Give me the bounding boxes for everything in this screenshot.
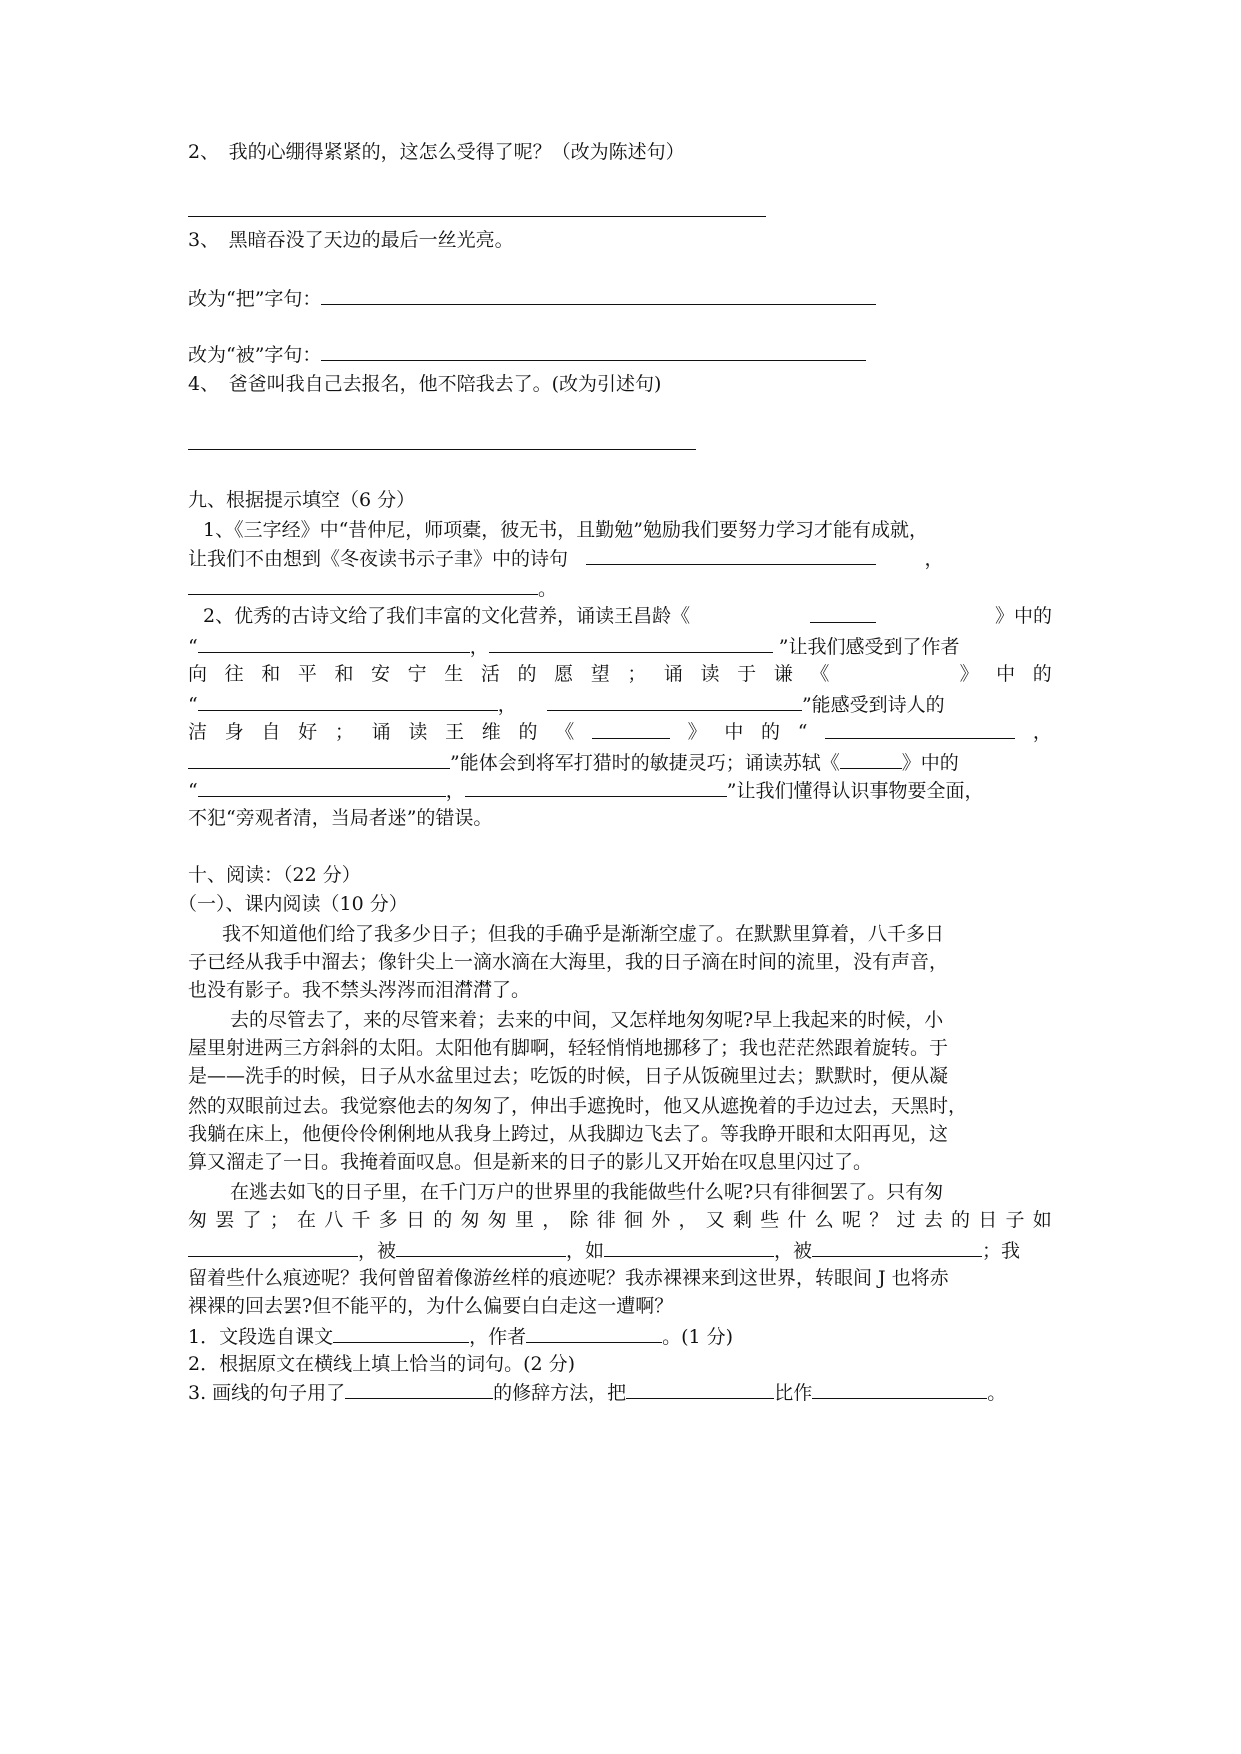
poem-blank[interactable] [198,778,446,797]
answer-line[interactable] [188,216,766,217]
poem-blank[interactable] [188,576,538,595]
section-10-subtitle: （一）、课内阅读（10 分） [178,893,408,915]
reading-question-3: 3. 画线的句子用了 的修辞方法，把 比作 。 [188,1382,1007,1404]
poem-blank[interactable] [586,546,876,565]
poem-blank[interactable] [198,634,470,653]
p2-line3: 是——洗手的时候，日子从水盆里过去；吃饭的时候，日子从饭碗里过去；默默时，便从凝 [188,1065,949,1087]
s9-item2-line4: “ ， ”能感受到诗人的 [188,694,945,716]
poem-title-blank[interactable] [810,604,876,623]
poem-blank[interactable] [489,634,773,653]
p3-line2: 匆 罢 了 ； 在 八 千 多 日 的 匆 匆 里 ， 除 徘 徊 外 ， 又 剩 些 什 么 呢 ？ 过 去 的 日 子 如 [188,1209,1052,1231]
bei-sentence-row [188,342,866,367]
p1-line1: 我不知道他们给了我多少日子；但我的手确乎是渐渐空虚了。在默默里算着，八千多日 [222,923,945,945]
section-10-title: 十、阅读：（22 分） [188,864,361,886]
reading-question-2: 2．根据原文在横线上填上恰当的词句。(2 分) [188,1353,576,1375]
s9-item2-line1: 2、优秀的古诗文给了我们丰富的文化营养，诵读王昌龄《 》中的 [203,605,1052,627]
poem-title-blank[interactable] [840,750,902,769]
answer-line[interactable] [188,449,696,450]
poem-title-blank-space[interactable] [847,662,942,686]
question-4: 4、 爸爸叫我自己去报名，他不陪我去了。(改为引述句) [188,373,662,395]
s9-item2-line5: 洁 身 自 好 ； 诵 读 王 维 的 《 》 中 的 “ ， [188,721,1052,743]
section-9-title: 九、根据提示填空（6 分） [188,489,416,511]
metaphor-blank[interactable] [812,1380,987,1399]
subject-blank[interactable] [626,1380,774,1399]
p2-line2: 屋里射进两三方斜斜的太阳。太阳他有脚啊，轻轻悄悄地挪移了；我也茫茫然跟着旋转。于 [188,1037,949,1059]
s9-item2-line8: 不犯“旁观者清，当局者迷”的错误。 [188,807,493,829]
s9-item2-line6: ”能体会到将军打猎时的敏捷灵巧；诵读苏轼《 》中的 [188,750,959,775]
author-blank[interactable] [526,1324,662,1343]
s9-item2-line7: “ ， ”让我们懂得认识事物要全面， [188,780,984,802]
poem-blank[interactable] [188,750,450,769]
poem-blank[interactable] [198,692,498,711]
rhetoric-blank[interactable] [345,1380,493,1399]
fill-blank[interactable] [188,1238,358,1257]
p2-line4: 然的双眼前过去。我觉察他去的匆匆了，伸出手遮挽时，他又从遮挽着的手边过去，天黑时， [188,1095,968,1117]
fill-blank[interactable] [396,1238,566,1257]
ba-answer-blank[interactable] [321,286,876,305]
ba-label: 改为“把”字句： [188,288,322,310]
p1-line2: 子已经从我手中溜去；像针尖上一滴水滴在大海里，我的日子滴在时间的流里，没有声音， [188,951,949,973]
p2-line6: 算又溜走了一日。我掩着面叹息。但是新来的日子的影儿又开始在叹息里闪过了。 [188,1151,873,1173]
lesson-title-blank[interactable] [333,1324,469,1343]
ba-sentence-row [188,286,876,311]
question-3: 3、 黑暗吞没了天边的最后一丝光亮。 [188,229,514,251]
p3-line5: 裸裸的回去罢?但不能平的，为什么偏要白白走这一遭啊？ [188,1295,674,1317]
poem-blank[interactable] [547,692,802,711]
p3-line1: 在逃去如飞的日子里，在千门万户的世界里的我能做些什么呢?只有徘徊罢了。只有匆 [230,1181,944,1203]
poem-blank[interactable] [825,720,1015,739]
s9-item2-line2: “ ， ”让我们感受到了作者 [188,636,960,658]
p3-line3: ，被 ，如 ，被 ；我 [188,1238,1020,1263]
reading-question-1: 1．文段选自课文 ，作者 。(1 分) [188,1326,734,1348]
s9-item1-line1: 1、《三字经》中“昔仲尼，师项橐，彼无书，且勤勉”勉励我们要努力学习才能有成就， [203,519,929,541]
s9-item2-line3: 向 往 和 平 和 安 宁 生 活 的 愿 望 ； 诵 读 于 谦 《 》 中 的 [188,663,1052,685]
fill-blank[interactable] [604,1238,774,1257]
bei-label: 改为“被”字句： [188,344,322,366]
bei-answer-blank[interactable] [321,342,866,361]
p2-line5: 我躺在床上，他便伶伶俐俐地从我身上跨过，从我脚边飞去了。等我睁开眼和太阳再见，这 [188,1123,949,1145]
p3-line4: 留着些什么痕迹呢？我何曾留着像游丝样的痕迹呢？我赤裸裸来到这世界，转眼间 J 也将赤 [188,1267,949,1289]
question-2: 2、 我的心绷得紧紧的，这怎么受得了呢？（改为陈述句） [188,141,685,163]
s9-item1-line2: 让我们不由想到《冬夜读书示子聿》中的诗句 ， [188,548,944,570]
s9-item1-line3: 。 [188,576,557,601]
poem-blank[interactable] [465,778,727,797]
p1-line3: 也没有影子。我不禁头涔涔而泪潸潸了。 [188,979,531,1001]
p2-line1: 去的尽管去了，来的尽管来着；去来的中间，又怎样地匆匆呢?早上我起来的时候，小 [230,1009,944,1031]
fill-blank[interactable] [812,1238,982,1257]
poem-title-blank[interactable] [592,720,670,739]
